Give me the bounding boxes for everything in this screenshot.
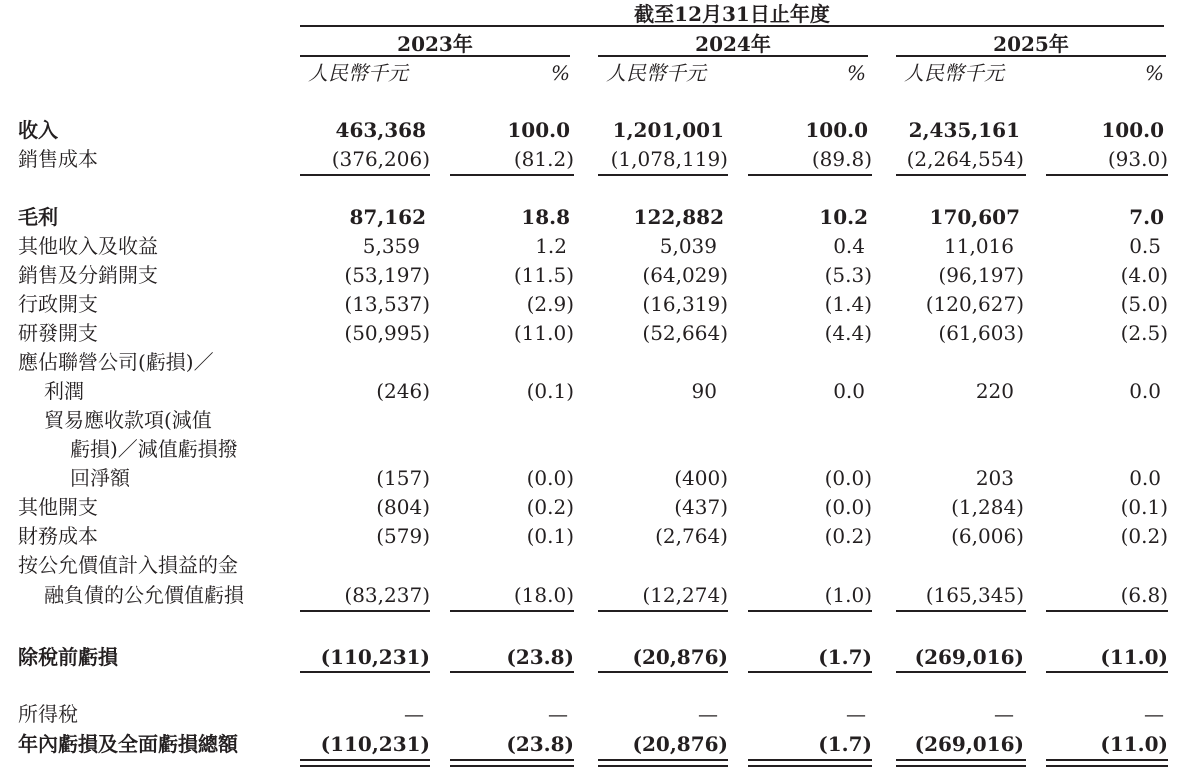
cell: (16,319) — [642, 292, 728, 316]
subtotal-rule — [1046, 610, 1168, 612]
year-rule-2023 — [300, 55, 570, 57]
cell: (0.1) — [526, 524, 574, 548]
cell: (11.0) — [513, 321, 574, 345]
cell: (11.5) — [513, 263, 574, 287]
subtotal-rule — [598, 671, 728, 673]
subtotal-rule — [748, 174, 872, 176]
cell: (52,664) — [642, 321, 728, 345]
cell: (1,078,119) — [610, 147, 728, 171]
cell: (20,876) — [632, 732, 728, 756]
row-label-revenue: 收入 — [18, 118, 58, 142]
subtotal-rule — [300, 610, 430, 612]
cell: (53,197) — [344, 263, 430, 287]
cell: (400) — [674, 466, 728, 490]
cell: (5.0) — [1120, 292, 1168, 316]
cell: 463,368 — [335, 118, 426, 142]
total-double-rule — [300, 759, 430, 767]
total-double-rule — [748, 759, 872, 767]
cell: 1,201,001 — [612, 118, 724, 142]
cell: (81.2) — [513, 147, 574, 171]
subtotal-rule — [896, 610, 1026, 612]
cell: 0.0 — [1129, 466, 1161, 490]
year-rule-2024 — [598, 55, 868, 57]
pct-label-2023: % — [550, 61, 570, 85]
cell: (2,264,554) — [906, 147, 1024, 171]
cell: (83,237) — [344, 583, 430, 607]
cell: (157) — [376, 466, 430, 490]
cell: (12,274) — [642, 583, 728, 607]
cell: — — [548, 702, 568, 726]
subtotal-rule — [1046, 174, 1168, 176]
cell: (96,197) — [938, 263, 1024, 287]
cell: (2,764) — [655, 524, 728, 548]
cell: (1,284) — [951, 495, 1024, 519]
cell: — — [698, 702, 718, 726]
cell: (50,995) — [344, 321, 430, 345]
year-2025-header: 2025年 — [993, 32, 1069, 56]
cell: — — [994, 702, 1014, 726]
row-label-share-of-associates-cont: 利潤 — [44, 379, 84, 403]
cell: (376,206) — [331, 147, 430, 171]
cell: (18.0) — [513, 583, 574, 607]
cell: 87,162 — [349, 205, 426, 229]
cell: (165,345) — [925, 583, 1024, 607]
cell: (110,231) — [320, 645, 430, 669]
year-2023-header: 2023年 — [397, 32, 473, 56]
row-label-gross-profit: 毛利 — [18, 205, 58, 229]
subtotal-rule — [450, 174, 574, 176]
cell: (246) — [376, 379, 430, 403]
row-label-income-tax: 所得稅 — [18, 702, 78, 726]
cell: (1.7) — [818, 645, 872, 669]
row-label-admin-expenses: 行政開支 — [18, 292, 98, 316]
row-label-trade-receivables-cont: 虧損)／減值虧損撥 — [70, 437, 238, 461]
total-double-rule — [1046, 759, 1168, 767]
cell: (120,627) — [925, 292, 1024, 316]
cell: (0.1) — [526, 379, 574, 403]
subtotal-rule — [896, 671, 1026, 673]
total-double-rule — [598, 759, 728, 767]
cell: — — [846, 702, 866, 726]
cell: (89.8) — [811, 147, 872, 171]
row-label-cost-of-sales: 銷售成本 — [18, 147, 98, 171]
unit-label-2025: 人民幣千元 — [904, 61, 1004, 85]
row-label-loss-before-tax: 除稅前虧損 — [18, 645, 118, 669]
cell: (0.1) — [1120, 495, 1168, 519]
subtotal-rule — [300, 174, 430, 176]
cell: (269,016) — [914, 732, 1024, 756]
cell: 5,039 — [659, 234, 717, 258]
row-label-fvtpl-loss: 按公允價值計入損益的金 — [18, 553, 238, 577]
cell: 122,882 — [633, 205, 724, 229]
subtotal-rule — [450, 671, 574, 673]
cell: (0.2) — [526, 495, 574, 519]
cell: 1.2 — [535, 234, 567, 258]
unit-label-2024: 人民幣千元 — [606, 61, 706, 85]
cell: — — [404, 702, 424, 726]
cell: 18.8 — [521, 205, 570, 229]
cell: 2,435,161 — [908, 118, 1020, 142]
cell: 7.0 — [1129, 205, 1164, 229]
cell: (4.0) — [1120, 263, 1168, 287]
cell: (0.2) — [1120, 524, 1168, 548]
row-label-other-income: 其他收入及收益 — [18, 234, 158, 258]
subtotal-rule — [450, 610, 574, 612]
cell: (5.3) — [824, 263, 872, 287]
cell: 0.0 — [833, 379, 865, 403]
cell: (23.8) — [506, 645, 574, 669]
total-double-rule — [450, 759, 574, 767]
cell: (1.0) — [824, 583, 872, 607]
subtotal-rule — [598, 174, 728, 176]
cell: (579) — [376, 524, 430, 548]
cell: (6,006) — [951, 524, 1024, 548]
row-label-rnd-expenses: 研發開支 — [18, 321, 98, 345]
cell: 0.0 — [1129, 379, 1161, 403]
cell: 100.0 — [805, 118, 868, 142]
row-label-share-of-associates: 應佔聯營公司(虧損)／ — [18, 350, 214, 374]
cell: (4.4) — [824, 321, 872, 345]
cell: 203 — [975, 466, 1014, 490]
unit-label-2023: 人民幣千元 — [308, 61, 408, 85]
cell: (11.0) — [1100, 645, 1168, 669]
cell: (0.0) — [824, 495, 872, 519]
cell: (2.9) — [526, 292, 574, 316]
cell: (110,231) — [320, 732, 430, 756]
cell: (0.0) — [526, 466, 574, 490]
cell: (23.8) — [506, 732, 574, 756]
cell: 0.5 — [1129, 234, 1161, 258]
year-rule-2025 — [896, 55, 1166, 57]
row-label-fvtpl-loss-cont: 融負債的公允價值虧損 — [44, 583, 244, 607]
year-2024-header: 2024年 — [695, 32, 771, 56]
cell: (269,016) — [914, 645, 1024, 669]
cell: 220 — [975, 379, 1014, 403]
row-label-trade-receivables: 貿易應收款項(減值 — [44, 408, 212, 432]
period-header: 截至12月31日止年度 — [634, 2, 830, 26]
row-label-other-expenses: 其他開支 — [18, 495, 98, 519]
pct-label-2025: % — [1144, 61, 1164, 85]
cell: (6.8) — [1120, 583, 1168, 607]
pct-label-2024: % — [846, 61, 866, 85]
cell: (1.4) — [824, 292, 872, 316]
subtotal-rule — [300, 671, 430, 673]
cell: 100.0 — [1101, 118, 1164, 142]
cell: (64,029) — [642, 263, 728, 287]
total-double-rule — [896, 759, 1026, 767]
subtotal-rule — [748, 671, 872, 673]
cell: (0.0) — [824, 466, 872, 490]
header-rule — [300, 25, 1164, 27]
cell: 0.4 — [833, 234, 865, 258]
subtotal-rule — [896, 174, 1026, 176]
cell: 90 — [691, 379, 717, 403]
cell: 100.0 — [507, 118, 570, 142]
subtotal-rule — [598, 610, 728, 612]
cell: 170,607 — [929, 205, 1020, 229]
row-label-total-comprehensive-loss: 年內虧損及全面虧損總額 — [18, 732, 238, 756]
cell: (93.0) — [1107, 147, 1168, 171]
cell: (2.5) — [1120, 321, 1168, 345]
cell: (1.7) — [818, 732, 872, 756]
cell: 10.2 — [819, 205, 868, 229]
cell: (13,537) — [344, 292, 430, 316]
row-label-finance-costs: 財務成本 — [18, 524, 98, 548]
cell: (11.0) — [1100, 732, 1168, 756]
subtotal-rule — [1046, 671, 1168, 673]
subtotal-rule — [748, 610, 872, 612]
cell: (61,603) — [938, 321, 1024, 345]
cell: — — [1144, 702, 1164, 726]
cell: (804) — [376, 495, 430, 519]
cell: 5,359 — [362, 234, 420, 258]
cell: (437) — [674, 495, 728, 519]
cell: 11,016 — [944, 234, 1014, 258]
cell: (0.2) — [824, 524, 872, 548]
row-label-selling-expenses: 銷售及分銷開支 — [18, 263, 158, 287]
cell: (20,876) — [632, 645, 728, 669]
row-label-trade-receivables-cont2: 回淨額 — [70, 466, 130, 490]
